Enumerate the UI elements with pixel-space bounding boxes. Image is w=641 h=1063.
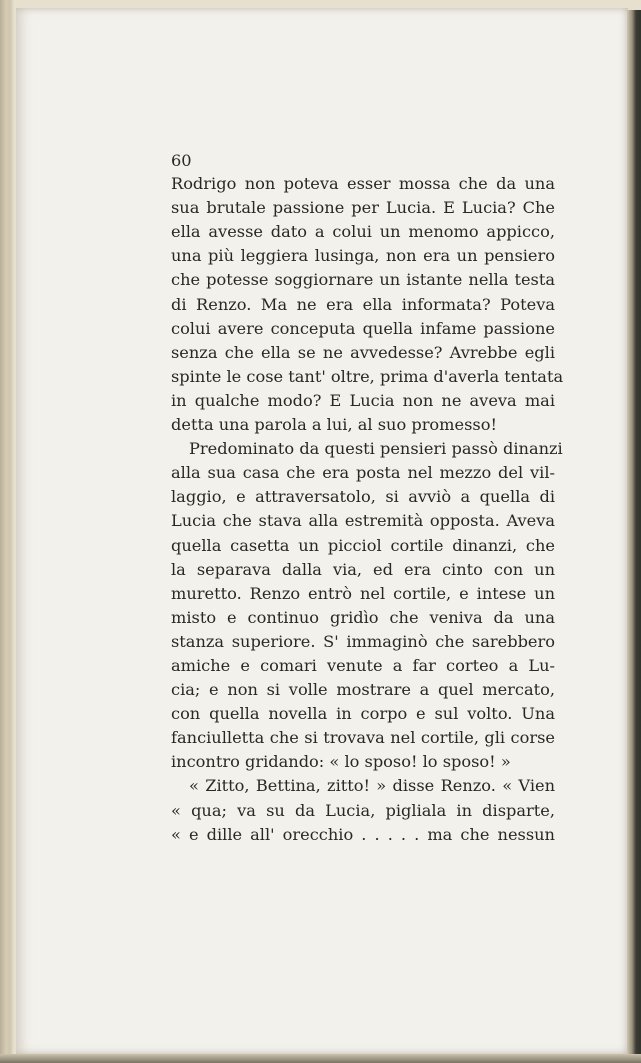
text-line: misto e continuo gridìo che veniva da una bbox=[171, 607, 555, 627]
text-line: sua brutale passione per Lucia. E Lucia? Che bbox=[171, 198, 555, 218]
text-line: Lucia che stava alla estremità opposta. Aveva bbox=[171, 511, 555, 531]
page-number: 60 bbox=[171, 151, 192, 170]
text-line: ella avesse dato a colui un menomo appicco, bbox=[171, 222, 555, 242]
text-line: detta una parola a lui, al suo promesso! bbox=[171, 415, 497, 435]
text-line: muretto. Renzo entrò nel cortile, e intese un bbox=[171, 583, 555, 603]
text-line: che potesse soggiornare un istante nella testa bbox=[171, 270, 555, 290]
text-line: fanciulletta che si trovava nel cortile, gli corse bbox=[171, 728, 555, 748]
text-line: Predominato da questi pensieri passò dinanzi bbox=[189, 439, 563, 459]
text-line: quella casetta un picciol cortile dinanzi, che bbox=[171, 535, 555, 555]
text-line: amiche e comari venute a far corteo a Lu- bbox=[171, 655, 555, 675]
text-line: senza che ella se ne avvedesse? Avrebbe egli bbox=[171, 342, 555, 362]
text-line: in qualche modo? E Lucia non ne aveva mai bbox=[171, 390, 555, 410]
text-line: una più leggiera lusinga, non era un pensiero bbox=[171, 246, 555, 266]
text-line: con quella novella in corpo e sul volto. Una bbox=[171, 704, 555, 724]
text-line: « e dille all' orecchio . . . . . ma che nessun bbox=[171, 824, 555, 844]
text-line: incontro gridando: « lo sposo! lo sposo! » bbox=[171, 752, 511, 772]
text-line: « Zitto, Bettina, zitto! » disse Renzo. « Vien bbox=[189, 776, 555, 796]
text-line: cia; e non si volle mostrare a quel mercato, bbox=[171, 680, 555, 700]
text-line: alla sua casa che era posta nel mezzo del vil- bbox=[171, 463, 555, 483]
page-text bbox=[171, 149, 564, 847]
text-line: spinte le cose tant' oltre, prima d'averla tentata bbox=[171, 366, 564, 386]
text-line: di Renzo. Ma ne era ella informata? Poteva bbox=[171, 294, 555, 314]
page-edge-right bbox=[627, 10, 641, 1060]
text-line: stanza superiore. S' immaginò che sarebbero bbox=[171, 631, 555, 651]
text-line: « qua; va su da Lucia, pigliala in disparte, bbox=[171, 800, 555, 820]
text-line: colui avere conceputa quella infame passione bbox=[171, 318, 555, 338]
text-line: laggio, e attraversatolo, si avviò a quella di bbox=[171, 487, 555, 507]
text-line: la separava dalla via, ed era cinto con un bbox=[171, 559, 555, 579]
text-line: Rodrigo non poteva esser mossa che da una bbox=[171, 174, 555, 194]
page-edge-bottom bbox=[0, 1054, 641, 1063]
